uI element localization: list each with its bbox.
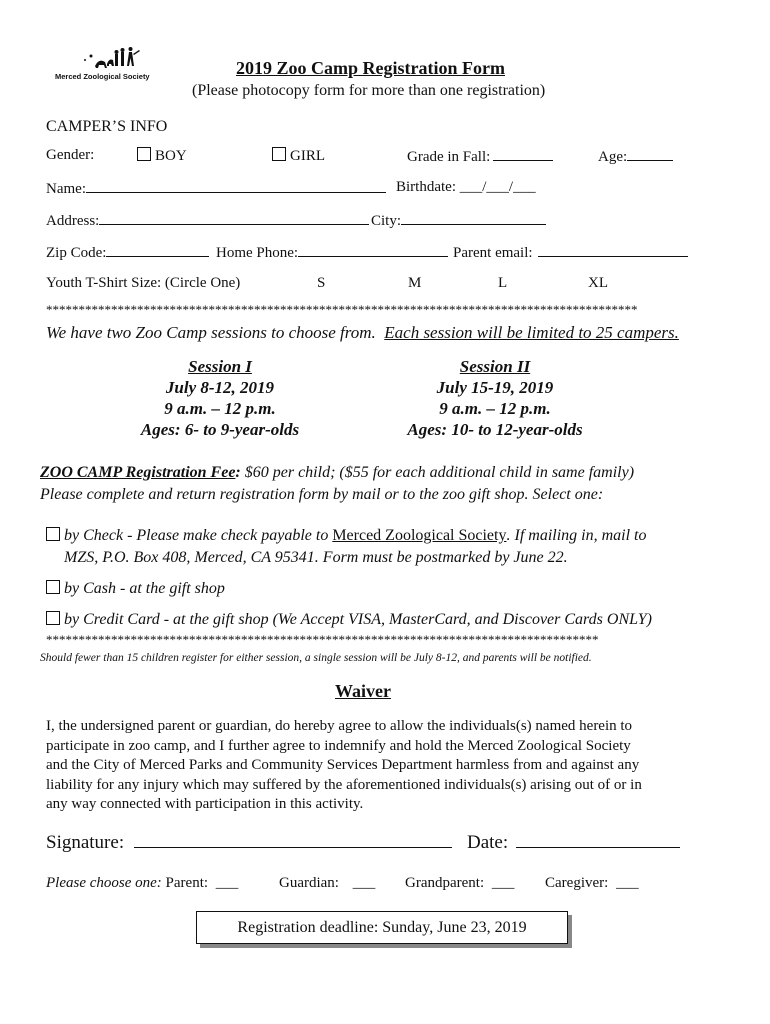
cash-checkbox[interactable] [46, 580, 60, 594]
date-label: Date: [467, 832, 509, 853]
fee-instructions: Please complete and return registration form by mail or to the zoo gift shop. Select one: [40, 486, 604, 503]
check-text-a: by Check - Please make check payable to [64, 527, 333, 544]
home-phone-field[interactable] [216, 243, 448, 262]
fee-text: $60 per child; ($55 for each additional child in same family) [240, 464, 635, 481]
sessions-intro-text: We have two Zoo Camp sessions to choose from. [46, 323, 376, 342]
check-mailing-address: MZS, P.O. Box 408, Merced, CA 95341. Form must be postmarked by June 22. [64, 549, 568, 566]
grade-field[interactable] [407, 147, 553, 166]
relationship-guardian-label: Guardian: [279, 875, 339, 891]
relationship-parent-label: Parent: [165, 875, 209, 891]
tshirt-size-label: Youth T-Shirt Size: (Circle One) [46, 275, 241, 291]
relationship-row [46, 875, 238, 892]
home-phone-input-line[interactable] [298, 243, 448, 257]
boy-label: BOY [155, 148, 187, 164]
parent-email-input-line[interactable] [538, 243, 688, 257]
session-two-title: Session II [459, 357, 531, 376]
session-two-time: 9 a.m. – 12 p.m. [439, 399, 551, 418]
age-field[interactable] [598, 147, 673, 166]
size-option-xl[interactable]: XL [588, 275, 608, 291]
grade-label: Grade in Fall: [407, 149, 491, 165]
check-checkbox[interactable] [46, 527, 60, 541]
pay-by-check-option[interactable] [46, 527, 646, 545]
zip-label: Zip Code: [46, 245, 107, 261]
home-phone-label: Home Phone: [216, 245, 299, 261]
sessions-intro [46, 323, 679, 343]
boy-checkbox[interactable] [137, 147, 151, 161]
waiver-line: any way connected with participation in this activity. [46, 796, 364, 812]
session-one [120, 356, 320, 440]
name-field[interactable] [46, 179, 386, 198]
parent-email-label: Parent email: [453, 245, 533, 261]
registration-deadline-box: Registration deadline: Sunday, June 23, 2019 [196, 911, 568, 944]
session-two-dates: July 15-19, 2019 [436, 378, 554, 397]
grade-input-line[interactable] [493, 147, 553, 161]
relationship-guardian-blank[interactable]: ___ [352, 875, 376, 891]
fee-colon: : [235, 464, 241, 481]
pay-by-cash-option[interactable] [46, 580, 225, 598]
size-option-s[interactable]: S [317, 275, 326, 291]
credit-text: by Credit Card - at the gift shop (We Accept VISA, MasterCard, and Discover Cards ONLY) [64, 611, 652, 628]
signature-field[interactable] [46, 832, 452, 854]
address-label: Address: [46, 213, 100, 229]
session-one-ages: Ages: 6- to 9-year-olds [140, 420, 300, 439]
session-two-ages: Ages: 10- to 12-year-olds [407, 420, 583, 439]
cash-text: by Cash - at the gift shop [64, 580, 225, 597]
parent-email-field[interactable] [453, 243, 688, 262]
date-input-line[interactable] [516, 832, 680, 848]
animals-silhouette-icon [55, 44, 155, 74]
waiver-line: I, the undersigned parent or guardian, do hereby agree to allow the individuals(s) named herein to [46, 718, 633, 734]
minimum-enrollment-notice: Should fewer than 15 children register for either session, a single session will be July 8-12, and parents will be notified. [40, 652, 592, 664]
age-label: Age: [598, 149, 628, 165]
city-label: City: [371, 213, 402, 229]
fee-line [40, 464, 634, 482]
name-label: Name: [46, 181, 86, 197]
session-two [385, 356, 605, 440]
girl-option[interactable] [272, 147, 325, 165]
merced-zoological-society-logo [55, 44, 155, 88]
session-one-time: 9 a.m. – 12 p.m. [164, 399, 276, 418]
check-payee: Merced Zoological Society [332, 527, 507, 544]
zip-input-line[interactable] [106, 243, 209, 257]
age-input-line[interactable] [627, 147, 673, 161]
divider-stars: ******************************************************************************************* [46, 302, 638, 317]
date-field[interactable] [467, 832, 680, 854]
session-one-dates: July 8-12, 2019 [165, 378, 275, 397]
credit-checkbox[interactable] [46, 611, 60, 625]
campers-info-heading: CAMPER’S INFO [46, 118, 168, 135]
waiver-line: and the City of Merced Parks and Community Services Department harmless from and against any [46, 757, 640, 773]
divider-stars-2: ************************************************************************************* [46, 632, 599, 647]
size-option-l[interactable]: L [498, 275, 508, 291]
sessions-limit-text: Each session will be limited to 25 campers. [384, 323, 679, 342]
relationship-choose-label: Please choose one: [46, 875, 162, 891]
form-subtitle: (Please photocopy form for more than one registration) [192, 82, 546, 99]
gender-label: Gender: [46, 147, 95, 163]
birthdate-field[interactable]: Birthdate: ___/___/___ [396, 179, 536, 195]
waiver-line: participate in zoo camp, and I further agree to indemnify and hold the Merced Zoological Society [46, 737, 631, 754]
name-input-line[interactable] [86, 179, 386, 193]
size-option-m[interactable]: M [408, 275, 422, 291]
relationship-parent-blank[interactable]: ___ [215, 875, 239, 891]
relationship-caregiver[interactable] [545, 875, 639, 892]
fee-label: ZOO CAMP Registration Fee [40, 464, 236, 481]
relationship-grandparent[interactable] [405, 875, 514, 892]
logo-text: Merced Zoological Society [55, 72, 150, 81]
city-field[interactable] [371, 211, 546, 230]
relationship-guardian[interactable] [279, 875, 375, 892]
waiver-text [46, 717, 642, 815]
check-text-b: . If mailing in, mail to [506, 527, 647, 544]
city-input-line[interactable] [401, 211, 546, 225]
session-one-title: Session I [188, 357, 252, 376]
signature-input-line[interactable] [134, 832, 452, 848]
pay-by-credit-option[interactable] [46, 611, 652, 629]
relationship-grandparent-label: Grandparent: [405, 875, 485, 891]
relationship-caregiver-blank[interactable]: ___ [616, 875, 639, 891]
girl-checkbox[interactable] [272, 147, 286, 161]
address-field[interactable] [46, 211, 369, 230]
address-input-line[interactable] [99, 211, 369, 225]
form-title: 2019 Zoo Camp Registration Form [236, 58, 505, 78]
waiver-title: Waiver [335, 681, 391, 701]
relationship-grandparent-blank[interactable]: ___ [491, 875, 515, 891]
waiver-line: liability for any injury which may suffered by the aforementioned individuals(s) arising out of or in [46, 776, 642, 793]
girl-label: GIRL [290, 148, 325, 164]
signature-label: Signature: [46, 832, 125, 853]
relationship-caregiver-label: Caregiver: [545, 875, 609, 891]
zip-field[interactable] [46, 243, 209, 262]
boy-option[interactable] [137, 147, 187, 165]
